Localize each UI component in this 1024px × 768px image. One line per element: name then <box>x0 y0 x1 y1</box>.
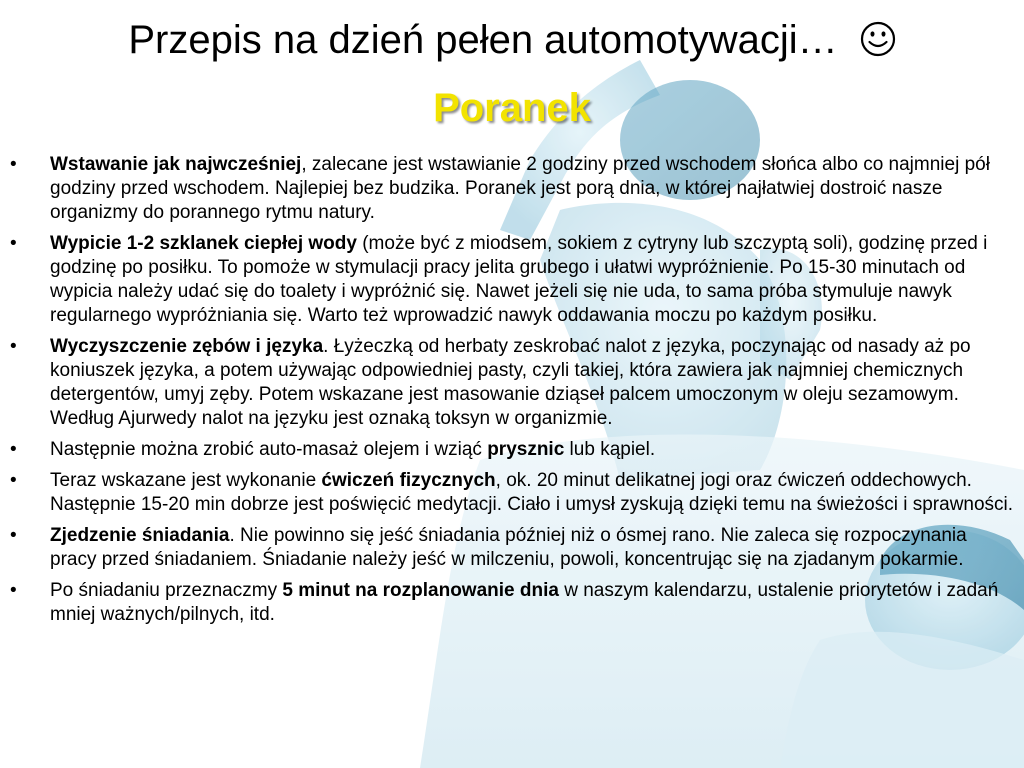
item-bold-text: Wyczyszczenie zębów i języka <box>50 336 324 357</box>
bullet-icon: • <box>10 525 17 546</box>
item-text: . Łyżeczką od herbaty zeskrobać nalot z języka, poczynając od nasady aż po koniuszek języka, a potem używając odpowiedniej pasty, czyli takiej, która zawiera jak najmniej chemicznych detergentów, umyj zęby. Potem wskazane jest masowanie dziąseł palcem umoczonym w oleju sezamowym. Według Ajurwedy nalot na języku jest oznaką toksyn w organizmie. <box>50 336 971 429</box>
item-bold-text: 5 minut na rozplanowanie dnia <box>282 580 559 601</box>
slide-title <box>0 18 1024 67</box>
item-bold-text: Wstawanie jak najwcześniej <box>50 154 302 175</box>
item-bold-text: Zjedzenie śniadania <box>50 525 230 546</box>
bullet-icon: • <box>10 336 17 357</box>
bullet-icon: • <box>10 470 17 491</box>
item-bold-text: prysznic <box>487 439 565 460</box>
bullet-icon: • <box>10 580 17 601</box>
slide-subtitle <box>0 86 1024 131</box>
list-item <box>10 438 1014 462</box>
item-bold-text: ćwiczeń fizycznych <box>321 470 496 491</box>
list-item <box>10 153 1014 225</box>
item-pre-text: Teraz wskazane jest wykonanie <box>50 470 322 491</box>
subtitle-text: Poranek <box>433 86 591 130</box>
item-pre-text: Następnie można zrobić auto-masaż olejem i wziąć <box>50 439 488 460</box>
bullet-icon: • <box>10 154 17 175</box>
list-item <box>10 579 1014 627</box>
item-text: lub kąpiel. <box>564 439 656 460</box>
bullet-list <box>10 153 1014 634</box>
slide-title-text: Przepis na dzień pełen automotywacji… <box>128 18 838 62</box>
bullet-icon: • <box>10 439 17 460</box>
bullet-icon: • <box>10 233 17 254</box>
item-text: (może być z miodsem, sokiem z cytryny lub szczyptą soli), godzinę przed i godzinę po posiłku. To pomoże w stymulacji pracy jelita grubego i ułatwi wypróżnienie. Po 15-30 minutach od wypicia należy udać się do toalety i wypróżnić się. Nawet jeżeli się nie uda, to sama próba stymuluje nawyk regularnego wypróżniania się. Warto też wprowadzić nawyk oddawania moczu po każdym posiłku. <box>50 233 988 326</box>
list-item <box>10 335 1014 431</box>
item-text: , zalecane jest wstawianie 2 godziny przed wschodem słońca albo co najmniej pół godziny przed wschodem. Najlepiej bez budzika. Poranek jest porą dnia, w której najłatwiej dostroić nasze organizmy do porannego rytmu natury. <box>50 154 990 223</box>
smiley-face-icon <box>860 21 896 67</box>
list-item <box>10 469 1014 517</box>
list-item <box>10 524 1014 572</box>
item-pre-text: Po śniadaniu przeznaczmy <box>50 580 283 601</box>
item-bold-text: Wypicie 1-2 szklanek ciepłej wody <box>50 233 357 254</box>
list-item <box>10 232 1014 328</box>
item-text: w naszym kalendarzu, ustalenie priorytetów i zadań mniej ważnych/pilnych, itd. <box>50 580 999 625</box>
item-text: . Nie powinno się jeść śniadania później niż o ósmej rano. Nie zaleca się rozpoczynania pracy przed śniadaniem. Śniadanie należy jeść w milczeniu, powoli, koncentrując się na zjadanym pokarmie. <box>50 525 967 570</box>
item-text: , ok. 20 minut delikatnej jogi oraz ćwiczeń oddechowych. Następnie 15-20 min dobrze jest poświęcić medytacji. Ciało i umysł zyskują dzięki temu na świeżości i sprawności. <box>50 470 1014 515</box>
